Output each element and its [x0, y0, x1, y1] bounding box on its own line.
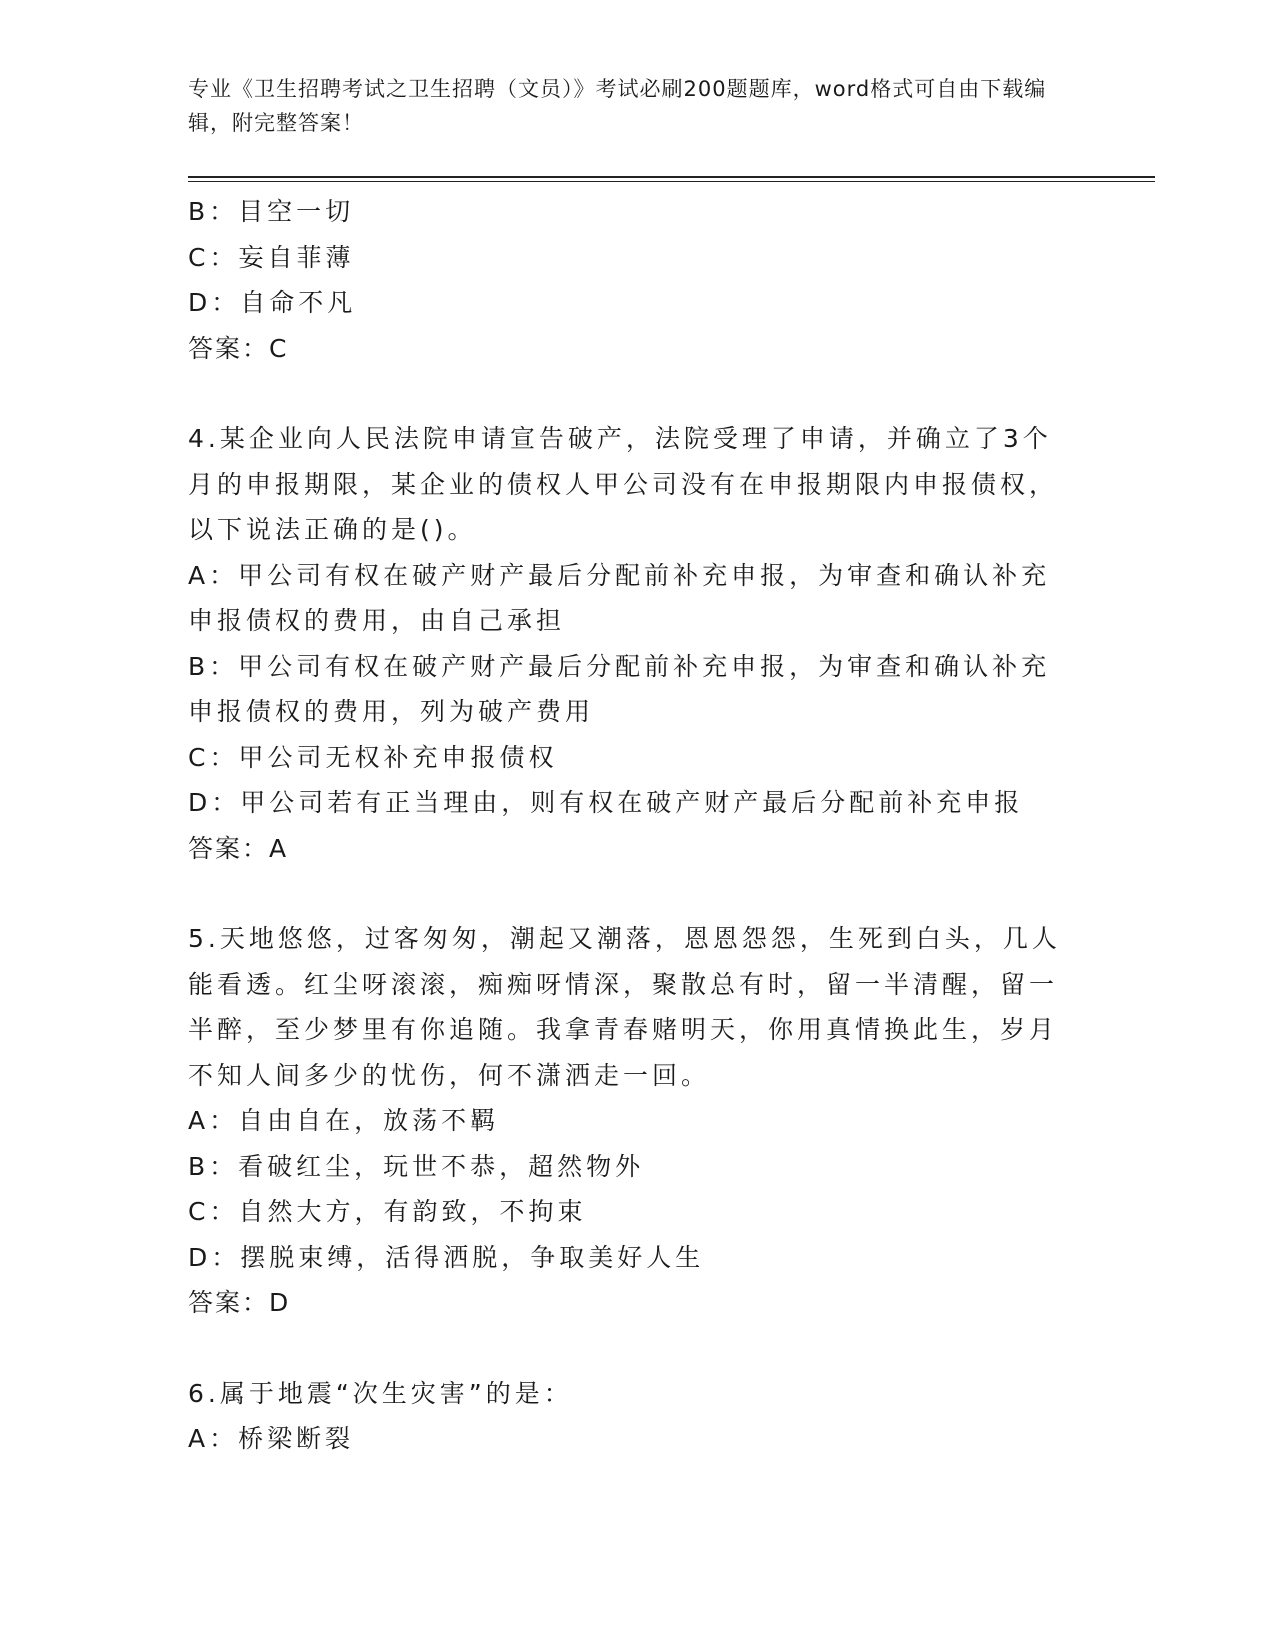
spacer: [188, 871, 1068, 916]
option-c: C：自然大方，有韵致，不拘束: [188, 1197, 587, 1226]
option-a: A：自由自在，放荡不羁: [188, 1106, 500, 1135]
question-3-tail: [188, 189, 1068, 371]
question-stem: 5.天地悠悠，过客匆匆，潮起又潮落，恩恩怨怨，生死到白头，几人能看透。红尘呀滚滚，痴痴呀情深，聚散总有时，留一半清醒，留一半醉，至少梦里有你追随。我拿青春赌明天，你用真情换此生，岁月不知人间多少的忧伤，何不潇洒走一回。: [188, 924, 1061, 1090]
document-header: [188, 72, 1068, 140]
option-d: D：自命不凡: [188, 288, 357, 317]
option-a: A：桥梁断裂: [188, 1424, 355, 1453]
option-b: B：甲公司有权在破产财产最后分配前补充申报，为审查和确认补充申报债权的费用，列为破产费用: [188, 651, 1051, 726]
question-5: [188, 916, 1068, 1326]
header-rule-thin: [188, 181, 1155, 182]
answer-label: 答案：C: [188, 333, 289, 363]
answer-label: 答案：D: [188, 1288, 291, 1317]
option-c: C：甲公司无权补充申报债权: [188, 742, 558, 772]
question-stem: 4.某企业向人民法院申请宣告破产，法院受理了申请，并确立了3个月的申报期限，某企业的债权人甲公司没有在申报期限内申报债权，以下说法正确的是()。: [188, 424, 1059, 544]
answer-label: 答案：A: [188, 833, 289, 863]
question-4: [188, 416, 1068, 871]
option-d: D：摆脱束缚，活得洒脱，争取美好人生: [188, 1242, 705, 1272]
option-b: B：目空一切: [188, 197, 355, 226]
spacer: [188, 1326, 1068, 1371]
option-d: D：甲公司若有正当理由，则有权在破产财产最后分配前补充申报: [188, 788, 1024, 817]
header-text: 专业《卫生招聘考试之卫生招聘（文员）》考试必刷200题题库，word格式可自由下载编辑，附完整答案！: [188, 77, 1047, 135]
question-stem: 6.属于地震“次生灾害”的是：: [188, 1378, 573, 1408]
header-rule-thick: [188, 176, 1155, 178]
option-c: C：妄自菲薄: [188, 242, 355, 272]
question-6: [188, 1371, 1068, 1462]
question-list: [188, 189, 1068, 1462]
option-a: A：甲公司有权在破产财产最后分配前补充申报，为审查和确认补充申报债权的费用，由自己承担: [188, 560, 1051, 635]
spacer: [188, 371, 1068, 416]
option-b: B：看破红尘，玩世不恭，超然物外: [188, 1151, 645, 1181]
